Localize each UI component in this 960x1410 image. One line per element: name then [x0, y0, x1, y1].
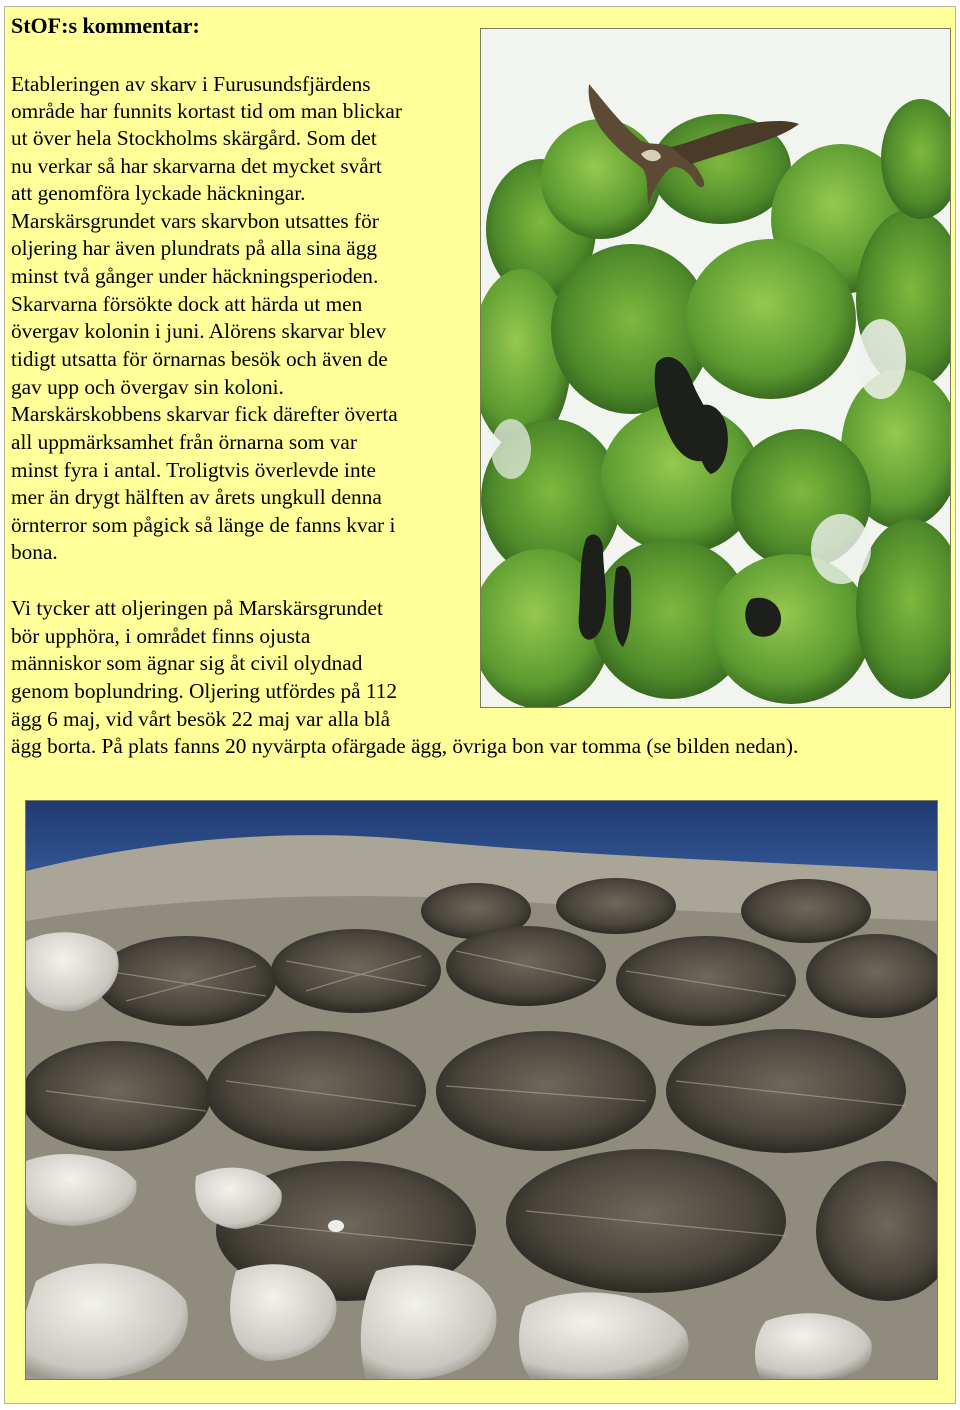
paragraph-1-line: ut över hela Stockholms skärgård. Som det [11, 126, 377, 150]
paragraph-1-line: Marskärsgrundet vars skarvbon utsattes för [11, 209, 379, 233]
paragraph-1-line: Marskärskobbens skarvar fick därefter överta [11, 402, 398, 426]
eagle-colony-photo [480, 28, 951, 708]
paragraph-1-line: tidigt utsatta för örnarnas besök och även de [11, 347, 388, 371]
paragraph-1-line: mer än drygt hälften av årets ungkull denna [11, 485, 382, 509]
paragraph-1-line: nu verkar så har skarvarna det mycket svårt [11, 154, 382, 178]
paragraph-2-line: ägg borta. På plats fanns 20 nyvärpta ofärgade ägg, övriga bon var tomma (se bilden nedan). [11, 734, 799, 758]
paragraph-1-line: gav upp och övergav sin koloni. [11, 375, 284, 399]
page-title: StOF:s kommentar: [11, 13, 200, 38]
paragraph-1-line: minst fyra i antal. Troligtvis överlevde inte [11, 458, 376, 482]
paragraph-1-line: att genomföra lyckade häckningar. [11, 181, 306, 205]
paragraph-1-line: Skarvarna försökte dock att härda ut men [11, 292, 363, 316]
paragraph-2-line: Vi tycker att oljeringen på Marskärsgrundet [11, 596, 383, 620]
paragraph-1-line: oljering har även plundrats på alla sina ägg [11, 236, 378, 260]
empty-nests-photo [25, 800, 938, 1380]
paragraph-2-line: bör upphöra, i området finns ojusta [11, 624, 311, 648]
paragraph-2-line: genom boplundring. Oljering utfördes på 112 [11, 679, 398, 703]
paragraph-1-line: bona. [11, 540, 58, 564]
paragraph-1-line: område har funnits kortast tid om man blickar [11, 99, 402, 123]
paragraph-2-line: människor som ägnar sig åt civil olydnad [11, 651, 363, 675]
paragraph-1-line: Etableringen av skarv i Furusundsfjärdens [11, 72, 371, 96]
paragraph-1-line: minst två gånger under häckningsperioden. [11, 264, 379, 288]
paragraph-1-line: örnterror som pågick så länge de fanns kvar i [11, 513, 396, 537]
paragraph-1-line: all uppmärksamhet från örnarna som var [11, 430, 357, 454]
paragraph-2-line: ägg 6 maj, vid vårt besök 22 maj var alla blå [11, 707, 391, 731]
paragraph-1-line: övergav kolonin i juni. Alörens skarvar blev [11, 319, 387, 343]
